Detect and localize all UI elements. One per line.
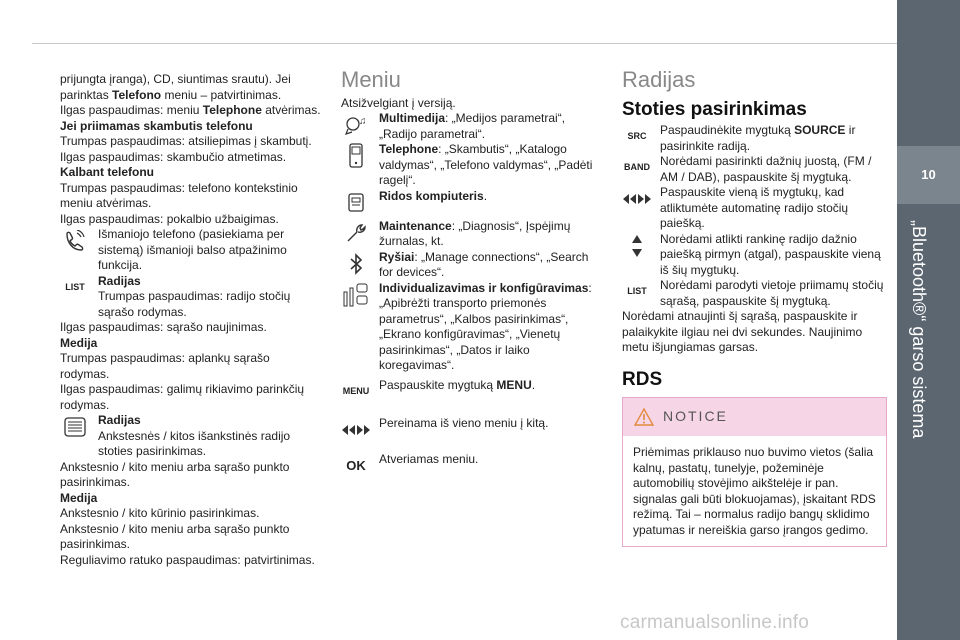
scroll-wheel-icon [60,414,90,440]
trip-computer-bold: Ridos kompiuteris [379,188,484,203]
scroll-title: Radijas [98,413,141,427]
media-l1: Trumpas paspaudimas: aplankų sąrašo rodymas. [60,351,270,381]
multimedia-desc: : „Medijos parametrai“, „Radijo parametrai“. [379,111,566,141]
voice-command-icon [60,228,90,254]
trip-computer-icon [341,190,371,216]
source-button-icon: SRC [627,131,647,142]
source-tail: ir pasirinkite radiją. [660,123,856,153]
seek-item [622,185,887,232]
manual-tune-text: Norėdami atlikti rankinę radijo dažnio paiešką pirmyn (atgal), paspauskite vieną iš šių mygtukų. [660,231,881,277]
notice-body [623,436,886,546]
media2-heading-line [60,491,322,507]
media2-heading: Medija [60,490,98,505]
band-text: Norėdami pasirinkti dažnių juostą, (FM / AM / DAB), paspauskite šį mygtuką. [660,154,872,184]
update-list-text: Norėdami atnaujinti šį sąrašą, paspauskite ir palaikykite ilgiau nei dvi sekundes. Naujinimo metu išjungiamas garsas. [622,309,863,354]
source-desc: Paspaudinėkite mygtuką [660,123,795,137]
voice-recognition-block [60,227,322,274]
media2-l3: Reguliavimo ratuko paspaudimas: patvirtinimas. [60,552,315,567]
voice-text: Išmaniojo telefono (pasiekiama per sistemą) išmanioji balso atpažinimo funkcija. [98,227,287,272]
connections-bold: Ryšiai [379,249,415,264]
column-2 [341,67,603,482]
multimedia-text [341,111,603,142]
list-title-line [60,274,322,290]
col1-h1: Jei priimamas skambutis telefonu [60,118,253,133]
chapter-title-wrap [907,220,951,580]
settings-item [341,281,603,374]
col1-p3: Trumpas paspaudimas: atsiliepimas į skambutį. [60,134,312,148]
notice-text: Priėmimas priklauso nuo buvimo vietos (šalia kalnų, pastatų, tunelyje, požeminėje automobilių stovėjimo aikštelėje ir pan. signalas gali būti blokuojamas), įskaitant RDS režimą. Tai – normalus radijo bangų sklidimo ypatumas ir nereiškia garso įrangos gedimo. [633,445,876,537]
maintenance-desc: : „Diagnosis“, Įspėjimų žurnalas, kt. [379,218,571,248]
band-button-icon: BAND [624,162,650,173]
radio-heading: Radijas [622,67,696,92]
multimedia-bold: Multimedija [379,111,446,125]
col1-h2: Kalbant telefonu [60,165,155,179]
list-button-icon: LIST [627,286,647,297]
col1-p1-text: prijungta įranga), CD, siuntimas srautu). Jei parinktas [60,72,291,102]
col1-p5: Trumpas paspaudimas: telefono kontekstinio meniu atvėrimas. [60,180,298,210]
ok-button-text: Atveriamas meniu. [379,451,479,466]
media-heading: Medija [60,335,98,350]
trip-computer-item [341,189,603,219]
manual-tune-item [622,232,887,279]
media-l2: Ilgas paspaudimas: galimų rikiavimo parinkčių rodymas. [60,382,305,412]
list-title: Radijas [98,273,141,288]
col1-heading-oncall [60,165,322,181]
multimedia-icon [341,112,371,138]
maintenance-item [341,219,603,250]
list-l1: Trumpas paspaudimas: radijo stočių sąrašo rodymas. [98,289,291,319]
source-item [622,123,887,154]
list-l2: Ilgas paspaudimas: sąrašo naujinimas. [60,320,267,334]
left-right-arrows-icon [341,417,371,443]
trip-computer-desc: . [483,188,488,203]
scroll-l2: Ankstesnio / kito meniu arba sąrašo punkto pasirinkimas. [60,459,290,489]
source-text [622,123,887,154]
scroll-wheel-block [60,413,322,460]
col1-p2-bold: Telephone [202,103,262,117]
menu-button-icon: MENU [342,385,370,396]
settings-bold: Individualizavimas ir konfigūravimas [379,280,589,295]
menu-button-desc: Paspauskite mygtuką [379,377,497,392]
multimedia-item [341,111,603,142]
watermark: carmanualsonline.info [620,612,810,633]
station-list-item [622,278,887,309]
scroll-title-line [60,413,322,429]
menu-button-item [341,378,603,408]
phone-icon [341,143,371,169]
media-heading-line [60,336,322,352]
chapter-title: „Bluetooth®“ garso sistema [909,220,929,439]
list-icon: LIST [65,281,85,292]
notice-label: NOTICE [663,408,728,425]
band-item [622,154,887,185]
rds-heading: RDS [622,368,663,390]
menu-arrows-text: Pereinama iš vieno meniu į kitą. [379,415,549,430]
chapter-number: 10 [897,146,960,204]
connections-item [341,250,603,281]
scroll-l1: Ankstesnės / kitos išankstinės radijo stoties pasirinkimas. [98,428,291,458]
settings-desc: : „Apibrėžti transporto priemonės parametrus“, „Kalbos pasirinkimas“, „Ekrano konfigūravimas“, „Vienetų pasirinkimas“, „Datos ir laiko koregavimas“. [379,280,592,372]
ok-button-icon: OK [346,457,366,473]
col1-p6: Ilgas paspaudimas: pokalbio užbaigimas. [60,211,279,226]
col1-p2 [60,103,322,119]
menu-arrows-item [341,416,603,446]
col1-heading-incoming [60,119,322,135]
maintenance-text [341,219,603,250]
source-bold: SOURCE [794,123,846,137]
col1-p1-tail: meniu – patvirtinimas. [161,87,282,102]
col1-p2-tail: atvėrimas. [261,103,321,117]
bluetooth-icon [341,251,371,277]
telephone-item [341,142,603,189]
connections-desc: : „Manage connections“, „Search for devices“. [379,249,589,279]
col1-p2-text: Ilgas paspaudimas: meniu [60,103,203,117]
media2-l2: Ankstesnio / kito meniu arba sąrašo punkto pasirinkimas. [60,521,290,551]
menu-button-bold: MENU [496,377,532,392]
settings-text [341,281,603,374]
list-block [60,274,322,321]
notice-box [622,397,887,547]
telephone-desc: : „Skambutis“, „Katalogo valdymas“, „Telefono valdymas“, „Padėti ragelį“. [379,142,593,187]
menu-button-tail: . [531,377,536,392]
ok-button-item [341,452,603,482]
menu-button-text [341,378,603,394]
station-list-text: Norėdami parodyti vietoje priimamų stočių sąrašą, paspauskite šį mygtuką. [660,278,884,308]
col1-p4: Ilgas paspaudimas: skambučio atmetimas. [60,149,287,164]
chapter-side-tab [897,0,960,640]
column-3 [622,67,887,547]
connections-text [341,250,603,281]
seek-arrows-icon [622,186,652,212]
menu-intro: Atsižvelgiant į versiją. [341,95,456,110]
top-rule [32,43,897,44]
telephone-text [341,142,603,189]
notice-header [623,398,886,436]
trip-computer-text [341,189,603,205]
warning-icon [633,407,655,427]
seek-text: Paspauskite vieną iš mygtukų, kad atliktumėte automatinę radijo stočių paiešką. [660,185,849,230]
up-down-arrows-icon [622,233,652,259]
media2-l1: Ankstesnio / kito kūrinio pasirinkimas. [60,506,260,520]
station-selection-heading: Stoties pasirinkimas [622,98,807,120]
column-1 [60,72,322,568]
telephone-bold: Telephone [379,142,439,156]
svg-text:♫: ♫ [359,116,367,127]
col1-p1 [60,72,322,103]
settings-icon [341,282,371,308]
wrench-icon [341,220,371,246]
maintenance-bold: Maintenance [379,218,452,233]
col1-p1-bold: Telefono [112,87,162,102]
menu-heading: Meniu [341,67,401,92]
